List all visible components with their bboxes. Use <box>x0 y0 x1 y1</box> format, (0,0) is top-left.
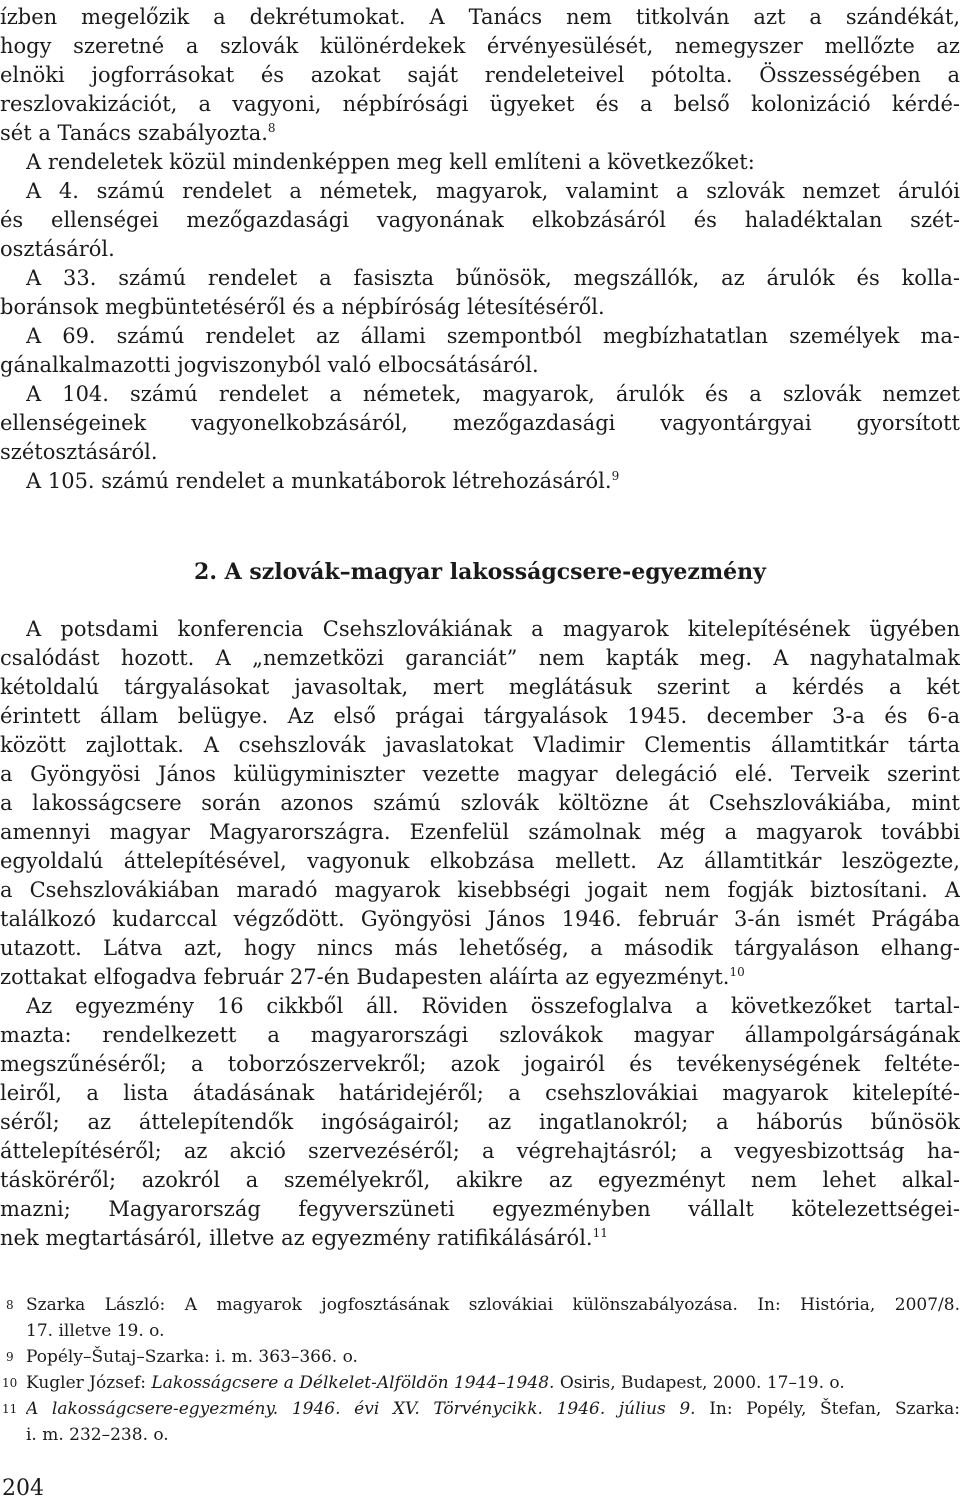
text-line: ízben megelőzik a dekrétumokat. A Tanács nem titkolván azt a szándékát, <box>0 5 960 29</box>
text-line: reszlovakizációt, a vagyoni, népbírósági ügyeket és a belső kolonizáció kérdé- <box>0 92 960 116</box>
text-line: A potsdami konferencia Csehszlovákiának a magyarok kitelepítésének ügyében <box>26 617 960 641</box>
text-line: amennyi magyar Magyarországra. Ezenfelül számolnak még a magyarok további <box>0 820 960 844</box>
footnote-11-line-1: A lakosságcsere-egyezmény. 1946. évi XV. Törvénycikk. 1946. július 9. In: Popély, Štefan, Szarka: <box>26 1399 960 1419</box>
text-line: találkozó kudarccal végződött. Gyöngyösi János 1946. február 3-án ismét Prágába <box>0 907 960 931</box>
text-line: A 104. számú rendelet a németek, magyarok, árulók és a szlovák nemzet <box>26 382 960 406</box>
page-number: 204 <box>2 1476 44 1501</box>
text-line: elnöki jogforrásokat és azokat saját rendeleteivel pótolta. Összességében a <box>0 63 960 87</box>
text-line: séről; az áttelepítendők ingóságairól; az ingatlanokról; a háborús bűnösök <box>0 1110 960 1134</box>
text-line: zottakat elfogadva február 27-én Budapesten aláírta az egyezményt.$^{10}$ <box>0 965 745 989</box>
text-line: A 69. számú rendelet az állami szempontból megbízhatatlan személyek ma- <box>26 324 960 348</box>
text-line: nek megtartásáról, illetve az egyezmény ratifikálásáról.$^{11}$ <box>0 1226 608 1250</box>
text-line: áttelepítéséről; az akció szervezéséről; a végrehajtásról; a vegyesbizottság ha- <box>0 1139 960 1163</box>
footnote-ref[interactable]: 11 <box>592 1226 608 1240</box>
footnote-8-line-2: 17. illetve 19. o. <box>26 1321 165 1341</box>
text-line: a Gyöngyösi János külügyminiszter vezette magyar delegáció elé. Terveik szerint <box>0 762 960 786</box>
text-line: egyoldalú áttelepítésével, vagyonuk elkobzása mellett. Az államtitkár leszögezte, <box>0 849 960 873</box>
text-line: érintett állam belügye. Az első prágai tárgyalások 1945. december 3-a és 6-a <box>0 704 960 728</box>
text-line: a lakosságcsere során azonos számú szlovák költözne át Csehszlovákiába, mint <box>0 791 960 815</box>
footnote-11-line-2: i. m. 232–238. o. <box>26 1425 169 1445</box>
footnote-ref[interactable]: 10 <box>729 965 745 979</box>
text-line: utazott. Látva azt, hogy nincs más lehetőség, a második tárgyaláson elhang- <box>0 936 960 960</box>
text-line: megszűnéséről; a toborzószervekről; azok jogairól és tevékenységének feltéte- <box>0 1052 960 1076</box>
text-line: mazta: rendelkezett a magyarországi szlovákok magyar állampolgárságának <box>0 1023 960 1047</box>
footnote-ref[interactable]: 8 <box>267 121 276 135</box>
footnote-10: Kugler József: Lakosságcsere a Délkelet-Alföldön 1944–1948. Osiris, Budapest, 2000. 17–19. o. <box>26 1373 845 1393</box>
text-line: Az egyezmény 16 cikkből áll. Röviden összefoglalva a következőket tartal- <box>26 994 960 1018</box>
text-line: között zajlottak. A csehszlovák javaslatokat Vladimir Clementis államtitkár tárta <box>0 733 960 757</box>
footnote-number: 10 <box>2 1376 18 1390</box>
text-line: ellenségeinek vagyonelkobzásáról, mezőgazdasági vagyontárgyai gyorsított <box>0 411 960 435</box>
text-line: A 4. számú rendelet a németek, magyarok, valamint a szlovák nemzet árulói <box>26 179 960 203</box>
text-line: a Csehszlovákiában maradó magyarok kisebbségi jogait nem fogják biztosítani. A <box>0 878 960 902</box>
text-line: és ellenségei mezőgazdasági vagyonának elkobzásáról és haladéktalan szét- <box>0 208 960 232</box>
book-title: Lakosságcsere a Délkelet-Alföldön 1944–1948. <box>151 1373 555 1393</box>
text-line: csalódást hozott. A „nemzetközi garanciát” nem kapták meg. A nagyhatalmak <box>0 646 960 670</box>
footnote-ref[interactable]: 9 <box>611 469 620 483</box>
text-line: szétosztásáról. <box>0 440 158 464</box>
text-line: boránsok megbüntetéséről és a népbíróság létesítéséről. <box>0 295 605 319</box>
footnote-8-line-1: Szarka László: A magyarok jogfosztásának szlovákiai különszabályozása. In: História, 2007/8. <box>26 1295 960 1315</box>
text-line: A 33. számú rendelet a fasiszta bűnösök, megszállók, az árulók és kolla- <box>26 266 960 290</box>
law-title: A lakosságcsere-egyezmény. 1946. évi XV. Törvénycikk. 1946. július 9. <box>26 1399 696 1419</box>
footnote-number: 9 <box>6 1350 14 1364</box>
text-line: osztásáról. <box>0 237 115 261</box>
footnote-number: 8 <box>6 1298 14 1312</box>
text-line: sét a Tanács szabályozta.$^8$ <box>0 121 276 145</box>
text-line: hogy szeretné a szlovák különérdekek érvényesülését, nemegyszer mellőzte az <box>0 34 960 58</box>
footnote-number: 11 <box>2 1402 18 1416</box>
text-line: A 105. számú rendelet a munkatáborok létrehozásáról.$^9$ <box>26 469 620 493</box>
text-line: gánalkalmazotti jogviszonyból való elbocsátásáról. <box>0 353 539 377</box>
text-line: mazni; Magyarország fegyverszüneti egyezményben vállalt kötelezettségei- <box>0 1197 960 1221</box>
text-line: A rendeletek közül mindenképpen meg kell említeni a következőket: <box>26 150 755 174</box>
text-line: kétoldalú tárgyalásokat javasoltak, mert meglátásuk szerint a kérdés a két <box>0 675 960 699</box>
section-heading: 2. A szlovák–magyar lakosságcsere-egyezmény <box>194 559 766 585</box>
text-line: tásköréről; azokról a személyekről, akikre az egyezményt nem lehet alkal- <box>0 1168 960 1192</box>
footnote-9: Popély–Šutaj–Szarka: i. m. 363–366. o. <box>26 1347 358 1367</box>
text-line: leiről, a lista átadásának határidejéről; a csehszlovákiai magyarok kitelepíté- <box>0 1081 960 1105</box>
